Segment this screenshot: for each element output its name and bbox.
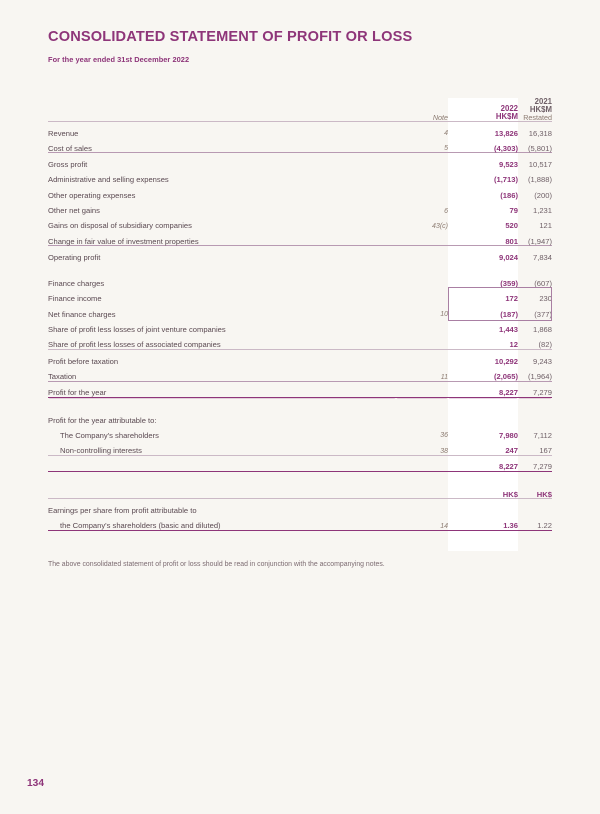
row-note	[396, 381, 448, 397]
row-previous: (5,801)	[518, 137, 552, 153]
eps-header-previous-unit: HK$	[518, 483, 552, 499]
financial-statement-table	[48, 98, 552, 531]
row-label: The Company's shareholders	[60, 430, 159, 440]
row-current: 9,024	[498, 252, 518, 262]
row-previous: (1,947)	[518, 230, 552, 246]
row-previous: (1,964)	[518, 365, 552, 381]
row-current: 7,980	[498, 430, 518, 440]
row-previous	[518, 499, 552, 515]
row-note: 10	[440, 311, 448, 319]
table-row	[48, 246, 552, 262]
eps-header-blank	[48, 483, 396, 499]
row-previous: 16,318	[528, 128, 552, 138]
row-note: 38	[396, 439, 448, 455]
row-current: 1,443	[498, 325, 518, 335]
row-note	[396, 184, 448, 199]
table-row	[48, 381, 552, 397]
page-subtitle: For the year ended 31st December 2022	[48, 55, 190, 64]
row-current: (4,303)	[448, 137, 518, 153]
row-previous: 1,868	[532, 325, 552, 335]
row-current: 801	[448, 230, 518, 246]
row-label: Finance income	[48, 294, 102, 304]
row-previous: 1,231	[532, 205, 552, 215]
row-label	[48, 455, 396, 471]
row-note	[396, 288, 448, 303]
row-current: 10,292	[494, 356, 518, 366]
row-note	[396, 409, 448, 424]
table-row	[48, 424, 552, 439]
row-previous: 230	[539, 294, 552, 304]
table-row	[48, 409, 552, 424]
row-current: (359)	[500, 279, 518, 289]
row-note	[396, 499, 448, 515]
row-note	[396, 169, 448, 184]
row-note	[396, 318, 448, 333]
row-label: Profit before taxation	[48, 356, 119, 366]
row-label: Profit for the year	[48, 381, 396, 397]
row-note	[396, 272, 448, 287]
row-note	[396, 349, 448, 365]
row-current	[448, 499, 518, 515]
row-current: (187)	[500, 309, 518, 319]
table-row	[48, 288, 552, 303]
row-current: 13,826	[494, 128, 518, 138]
row-label: Finance charges	[48, 279, 105, 289]
row-current: 247	[448, 439, 518, 455]
table-row	[48, 349, 552, 365]
row-note	[396, 455, 448, 471]
row-label: Net finance charges	[48, 309, 116, 319]
row-previous: (1,888)	[527, 175, 552, 185]
table-row	[48, 137, 552, 153]
header-previous-qualifier: Restated	[523, 112, 552, 122]
row-current: 520	[505, 221, 518, 231]
header-current-year-value: 2022	[500, 104, 518, 114]
row-previous: 7,279	[518, 455, 552, 471]
row-previous: 7,112	[533, 430, 552, 440]
footnote: The above consolidated statement of profit or loss should be read in conjunction with the accompanying notes.	[48, 561, 385, 568]
header-blank	[48, 98, 396, 121]
page-number: 134	[27, 778, 44, 789]
row-note	[396, 230, 448, 246]
row-previous: 121	[539, 221, 552, 231]
row-label: Other operating expenses	[48, 190, 136, 200]
row-label: Profit for the year attributable to:	[48, 415, 157, 425]
row-note: 36	[440, 432, 448, 440]
table-row	[48, 318, 552, 333]
row-previous: 9,243	[532, 356, 552, 366]
row-previous: 167	[518, 439, 552, 455]
row-label: Cost of sales	[48, 137, 396, 153]
row-note: 5	[396, 137, 448, 153]
row-label: Earnings per share from profit attributable to	[48, 506, 197, 516]
table-row	[48, 169, 552, 184]
row-label: Other net gains	[48, 205, 100, 215]
table-row	[48, 515, 552, 531]
row-current: 8,227	[448, 455, 518, 471]
table-row	[48, 455, 552, 471]
table-row	[48, 121, 552, 137]
table-row	[48, 303, 552, 318]
table-spacer	[48, 397, 552, 409]
table-row	[48, 272, 552, 287]
row-previous: (377)	[534, 309, 552, 319]
row-previous: 7,834	[532, 252, 552, 262]
header-previous-year	[518, 98, 552, 121]
table-row	[48, 439, 552, 455]
row-current: (1,713)	[493, 175, 518, 185]
table-row	[48, 184, 552, 199]
table-row	[48, 334, 552, 350]
row-previous: 7,279	[518, 381, 552, 397]
row-note: 11	[396, 365, 448, 381]
eps-header-note	[396, 483, 448, 499]
row-label: Operating profit	[48, 252, 101, 262]
row-current	[448, 409, 518, 424]
row-note: 14	[396, 515, 448, 531]
eps-header-row	[48, 483, 552, 499]
table-row	[48, 199, 552, 214]
row-label: Gross profit	[48, 160, 88, 170]
row-previous: 10,517	[528, 160, 552, 170]
row-note: 43(c)	[432, 222, 448, 230]
row-current: 79	[509, 205, 518, 215]
table-row	[48, 499, 552, 515]
row-previous	[518, 409, 552, 424]
row-note	[396, 246, 448, 262]
row-current: 9,523	[498, 160, 518, 170]
table-spacer	[48, 472, 552, 484]
header-previous-unit: HK$M	[529, 104, 552, 114]
row-label: Share of profit less losses of associated companies	[48, 334, 396, 350]
row-previous: (200)	[534, 190, 552, 200]
table-row	[48, 365, 552, 381]
table-header-row	[48, 98, 552, 121]
header-current-year	[448, 98, 518, 121]
header-note: Note	[396, 98, 448, 121]
table-row	[48, 230, 552, 246]
row-previous: 1.22	[518, 515, 552, 531]
row-label: Change in fair value of investment properties	[48, 230, 396, 246]
header-previous-year-value: 2021	[534, 97, 552, 106]
row-label: Share of profit less losses of joint venture companies	[48, 325, 226, 335]
row-current: 1.36	[448, 515, 518, 531]
row-previous: (82)	[518, 334, 552, 350]
table-row	[48, 153, 552, 169]
row-current: (2,065)	[448, 365, 518, 381]
row-current: 12	[448, 334, 518, 350]
row-current: (186)	[500, 190, 518, 200]
table-spacer	[48, 261, 552, 272]
table-row	[48, 215, 552, 230]
eps-header-current-unit: HK$	[448, 483, 518, 499]
row-label: Gains on disposal of subsidiary companies	[48, 221, 192, 231]
row-label: Non-controlling interests	[48, 439, 396, 455]
row-label: Revenue	[48, 128, 79, 138]
row-note	[396, 334, 448, 350]
header-current-unit: HK$M	[495, 112, 518, 121]
row-note: 6	[444, 207, 448, 215]
row-label: the Company's shareholders (basic and diluted)	[48, 515, 396, 531]
page-title: CONSOLIDATED STATEMENT OF PROFIT OR LOSS	[48, 29, 413, 45]
row-current: 172	[505, 294, 518, 304]
row-label: Administrative and selling expenses	[48, 175, 169, 185]
row-note: 4	[444, 130, 448, 138]
row-previous: (607)	[534, 279, 552, 289]
row-current: 8,227	[448, 381, 518, 397]
row-label: Taxation	[48, 365, 396, 381]
row-note	[396, 153, 448, 169]
